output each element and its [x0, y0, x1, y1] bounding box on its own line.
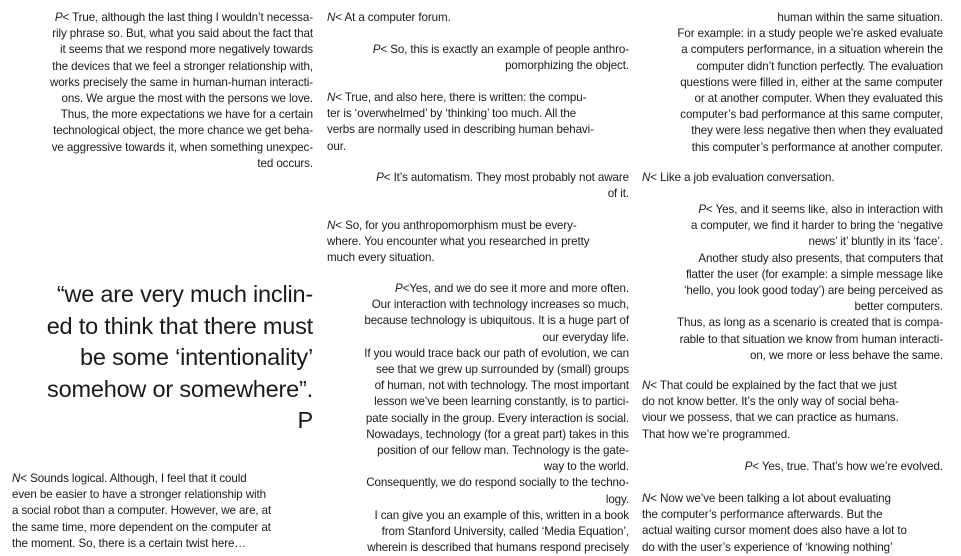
text-line: Thus, as long as a scenario is created that is compa- — [677, 316, 943, 330]
text-line: Now we’ve been talking a lot about evaluating — [660, 492, 891, 505]
paragraph-p-5: P< Yes, and it seems like, also in interaction with a computer, we find it harder to bring the ‘negative news’ it’ bluntly in its ‘face’. Another study also presents, that computers that flatter the user (for example: a simple message like ‘hello, you look good today’) are being perceived as better computers. Thus, as long as a scenario is created that is compa- rable to that situation we know from human interacti- on, we more or less behave the same. — [677, 203, 943, 362]
text-line: That could be explained by the fact that we just — [659, 379, 897, 392]
paragraph-n-4: N< So, for you anthropomorphism must be every- where. You encounter what you researched in pretty much every situation. — [327, 219, 590, 265]
speaker-label: P — [372, 43, 381, 56]
text-line: the devices that we feel a stronger relationship with, — [52, 59, 313, 73]
text-line: from Stanford University, called ‘Media Equation’, — [381, 525, 629, 539]
text-line: rable to that situation we know from human interacti- — [679, 332, 943, 346]
text-line: So, for you anthropomorphism must be every- — [345, 219, 577, 232]
text-line: of human, not with technology. The most important — [374, 379, 629, 393]
speaker-label: N — [327, 11, 336, 24]
speaker-label: N — [12, 472, 21, 485]
paragraph-n-7: N< Now we’ve been talking a lot about evaluating the computer’s performance afterwards. But the actual waiting cursor moment does also have a lot to do with the user’s experience of ‘knowing nothing’ — [642, 492, 907, 554]
text-line: So, this is exactly an example of people anthro- — [390, 43, 629, 56]
text-line: At a computer forum. — [344, 11, 451, 24]
text-line: Thus, the more expectations we have for a certain — [60, 108, 313, 122]
text-line: a computer, we find it harder to bring the ‘negative — [691, 219, 943, 233]
text-line: Nowadays, technology (for a great part) takes in this — [366, 427, 629, 441]
text-line: ve aggressive towards it, when something unexpec- — [51, 140, 313, 154]
text-line: on, we more or less behave the same. — [750, 348, 943, 362]
text-line: somehow or somewhere”. — [47, 375, 313, 402]
speaker-label: N — [642, 379, 651, 392]
text-line: I can give you an example of this, written in a book — [374, 508, 629, 522]
speaker-label: N — [642, 492, 651, 505]
text-line: Like a job evaluation conversation. — [660, 171, 835, 184]
text-line: where. You encounter what you researched in pretty — [327, 235, 590, 249]
text-line: position of our fellow man. Technology is the gate- — [377, 444, 629, 458]
text-line: computer’s bad performance at this same computer, — [680, 108, 943, 122]
text-line: do with the user’s experience of ‘knowing nothing’ — [642, 540, 893, 554]
text-line: Our interaction with technology increases so much, — [371, 298, 629, 312]
text-line: “we are very much inclin- — [56, 281, 313, 307]
text-line: flatter the user (for example: a simple message like — [685, 267, 943, 281]
text-line: rily phrase so. But, what you said about the fact that — [52, 27, 313, 41]
text-line: works precisely the same in human-human interacti- — [49, 75, 313, 89]
speaker-label: P — [376, 171, 384, 184]
text-line: If you would trace back our path of evolution, we can — [364, 346, 629, 360]
text-line: this computer’s performance at another computer. — [691, 140, 943, 154]
paragraph-p-6: P< Yes, true. That’s how we’re evolved. — [744, 460, 943, 473]
text-line: Another study also presents, that computers that — [698, 251, 943, 265]
paragraph-n-6: N< That could be explained by the fact that we just do not know better. It’s the only way of social beha- viour we possess, that we can practice as humans. That how we’re programmed. — [642, 379, 899, 441]
text-line: do not know better. It’s the only way of social beha- — [642, 395, 899, 409]
text-line: pomorphizing the object. — [505, 59, 629, 73]
text-line: ed to think that there must — [46, 312, 313, 339]
text-line: the same time, more dependent on the computer at — [12, 520, 271, 534]
text-line: True, although the last thing I wouldn’t necessa- — [72, 11, 313, 24]
paragraph-n-1: N< Sounds logical. Although, I feel that it could even be easier to have a stronger relationship with a social robot than a computer. However, we are, at the same time, more dependent on the computer at the moment. So, there is a certain twist here… — [12, 472, 272, 550]
paragraph-p-4: P<Yes, and we do see it more and more often. Our interaction with technology increases so much, because technology is ubiquitous. It is a huge part of our everyday life. If you would trace back our path of evolution, we can see that we grew up surrounded by (small) groups of human, not with technology. The most important lesson we’ve been learning constantly, is to partici- pate socially in the group. Every interaction is social. Nowadays, technology (for a great part) takes in this position of our fellow man. Technology is the gate- way to the world. Consequently, we do respond socially to the techno- logy. I can give you an example of this, written in a book from Stanford University, called ‘Media Equation’, wherein is described that humans respond precisely — [364, 282, 629, 555]
text-line: it seems that we respond more negatively towards — [60, 43, 313, 57]
text-line: pate socially in the group. Every interaction is social. — [365, 411, 629, 425]
text-line: Consequently, we do respond socially to the techno- — [366, 476, 629, 490]
text-line: ter is ‘overwhelmed’ by ‘thinking’ too much. All the — [327, 107, 577, 121]
text-line: a social robot than a computer. However, we are, at — [12, 504, 272, 518]
text-line: It’s automatism. They most probably not aware — [393, 171, 629, 184]
speaker-label: N — [327, 91, 336, 104]
text-line: the moment. So, there is a certain twist here… — [12, 536, 246, 550]
text-line: or at another computer. When they evaluated this — [694, 92, 943, 106]
text-line: Yes, and it seems like, also in interaction with — [715, 203, 943, 216]
speaker-label: P — [395, 282, 403, 295]
text-line: ons. We argue the most with the persons we love. — [61, 92, 313, 106]
pull-quote — [12, 279, 313, 437]
speaker-label: N — [642, 171, 651, 184]
text-line: way to the world. — [543, 460, 629, 474]
text-line: Yes, and we do see it more and more often. — [409, 282, 629, 295]
text-line: Yes, true. That’s how we’re evolved. — [761, 460, 943, 473]
text-line: viour we possess, that we can practice as humans. — [642, 411, 899, 425]
paragraph-p-3: P< It’s automatism. They most probably not aware of it. — [376, 171, 629, 201]
text-line: wherein is described that humans respond precisely — [367, 541, 629, 555]
text-line: human within the same situation. — [777, 11, 943, 24]
text-line: logy. — [605, 492, 629, 506]
text-line: computer didn’t function perfectly. The evaluation — [696, 59, 943, 73]
text-line: they were less negative then when they evaluated — [691, 124, 943, 138]
text-line: be some ‘intentionality’ — [80, 344, 313, 370]
paragraph-p-1: P< True, although the last thing I wouldn’t necessa- rily phrase so. But, what you said about the fact that it seems that we respond more negatively towards the devices that we feel a stronger relationship with, works precisely the same in human-human interacti- ons. We argue the most with the persons we love. Thus, the more expectations we have for a certain technological object, the more chance we get beha- ve aggressive towards it, when something unexpec- ted occurs. — [49, 11, 313, 170]
text-line: ted occurs. — [257, 156, 313, 170]
text-line: technological object, the more chance we get beha- — [53, 124, 313, 138]
speaker-label: P — [54, 11, 63, 24]
paragraph-n-2: N< At a computer forum. — [327, 11, 451, 24]
text-line: True, and also here, there is written: the compu- — [344, 91, 587, 104]
text-line: of it. — [607, 187, 629, 201]
paragraph-continued — [642, 10, 943, 156]
text-line: ‘hello, you look good today’) are being perceived as — [683, 284, 943, 298]
text-line: verbs are normally used in describing human behavi- — [327, 123, 594, 137]
text-line: questions were filled in, either at the same computer — [680, 75, 943, 89]
paragraph-n-5: N< Like a job evaluation conversation. — [642, 171, 835, 184]
text-line: better computers. — [854, 300, 943, 314]
text-line: much every situation. — [327, 251, 435, 265]
speaker-label: P — [698, 203, 706, 216]
text-line: Sounds logical. Although, I feel that it could — [30, 472, 247, 485]
text-line: the computer’s performance afterwards. But the — [642, 508, 883, 522]
text-line: a computers performance, in a situation wherein the — [681, 43, 943, 57]
text-line: even be easier to have a stronger relationship with — [12, 488, 266, 502]
text-line: our everyday life. — [542, 330, 629, 344]
text-line: see that we grew up surrounded by (small) groups — [376, 363, 629, 377]
text-line: For example: in a study people we’re asked evaluate — [677, 27, 943, 41]
text-line: because technology is ubiquitous. It is a huge part of — [364, 314, 629, 328]
text-line: lesson we’ve been learning constantly, is to partici- — [374, 395, 629, 409]
text-line: That how we’re programmed. — [642, 427, 791, 441]
paragraph-n-3: N< True, and also here, there is written: the compu- ter is ‘overwhelmed’ by ‘thinking’ too much. All the verbs are normally used in describing human behavi- our. — [327, 91, 594, 153]
text-line: our. — [327, 139, 346, 153]
speaker-label: N — [327, 219, 336, 232]
text-line: news’ it’ bluntly in its ‘face’. — [808, 235, 943, 249]
text-line: P — [297, 407, 313, 433]
speaker-label: P — [744, 460, 753, 473]
paragraph-p-2: P< So, this is exactly an example of people anthro- pomorphizing the object. — [372, 43, 629, 73]
text-line: actual waiting cursor moment does also have a lot to — [642, 524, 907, 538]
